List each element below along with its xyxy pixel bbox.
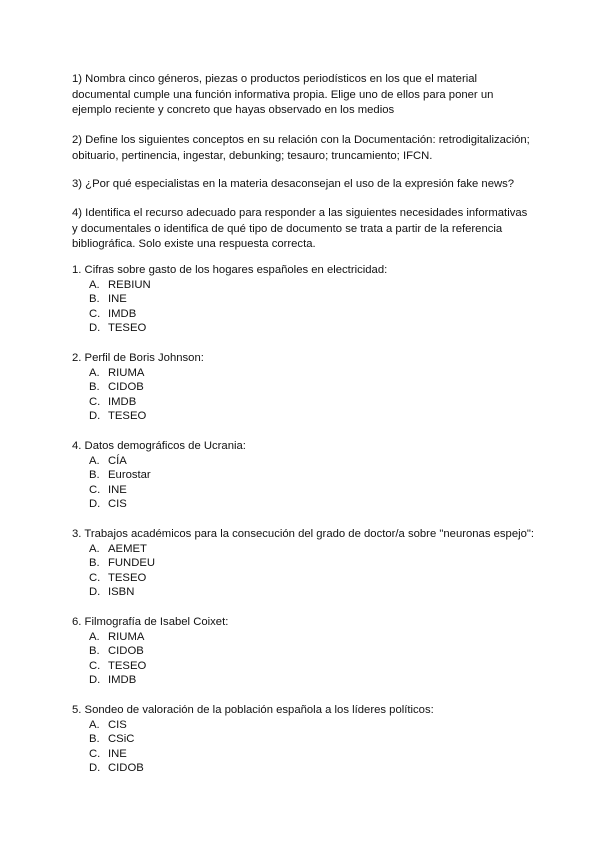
option xyxy=(72,747,542,762)
option-text: RIUMA xyxy=(108,366,145,379)
option-letter: D. xyxy=(89,674,101,687)
option-letter: C. xyxy=(89,747,101,760)
item-title: 3. Trabajos académicos para la consecución del grado de doctor/a sobre "neuronas espejo": xyxy=(72,528,535,540)
question-2: 2) Define los siguientes conceptos en su relación con la Documentación: retrodigitalización; obituario, pertinencia, ingestar, debunking; tesauro; truncamiento; IFCN. xyxy=(72,134,530,162)
option-letter: C. xyxy=(89,395,101,408)
options-list xyxy=(72,366,542,424)
test-item-3 xyxy=(72,439,542,512)
option-text: TESEO xyxy=(108,571,147,584)
option xyxy=(72,483,542,498)
test-item-4 xyxy=(72,527,542,600)
test-item-1 xyxy=(72,263,542,336)
option-text: CSiC xyxy=(108,733,135,746)
option-letter: B. xyxy=(89,469,100,482)
option-letter: D. xyxy=(89,586,101,599)
option-text: TESEO xyxy=(108,410,147,423)
option-letter: D. xyxy=(89,498,101,511)
option xyxy=(72,321,542,336)
option-text: IMDB xyxy=(108,674,137,687)
option-text: FUNDEU xyxy=(108,557,156,570)
option-letter: D. xyxy=(89,410,101,423)
option-letter: C. xyxy=(89,659,101,672)
question-1: 1) Nombra cinco géneros, piezas o productos periodísticos en los que el material documental cumple una función informativa propia. Elige uno de ellos para poner un ejemplo reciente y concreto que hayas observado en los medios xyxy=(72,73,494,116)
option xyxy=(72,278,542,293)
item-title: 5. Sondeo de valoración de la población española a los líderes políticos: xyxy=(72,704,434,716)
test-item-2 xyxy=(72,351,542,424)
option xyxy=(72,542,542,557)
option-letter: B. xyxy=(89,645,100,658)
item-title: 2. Perfil de Boris Johnson: xyxy=(72,352,204,364)
option xyxy=(72,468,542,483)
option xyxy=(72,454,542,469)
option-letter: A. xyxy=(89,630,100,643)
option-letter: C. xyxy=(89,307,101,320)
option-letter: B. xyxy=(89,733,100,746)
option-text: CIDOB xyxy=(108,645,144,658)
option xyxy=(72,585,542,600)
option-letter: B. xyxy=(89,381,100,394)
option xyxy=(72,366,542,381)
option-text: IMDB xyxy=(108,307,137,320)
option xyxy=(72,292,542,307)
option-text: TESEO xyxy=(108,322,147,335)
option-letter: C. xyxy=(89,571,101,584)
option xyxy=(72,673,542,688)
options-list xyxy=(72,630,542,688)
option xyxy=(72,630,542,645)
option-letter: C. xyxy=(89,483,101,496)
option xyxy=(72,380,542,395)
option-letter: A. xyxy=(89,278,100,291)
test-item-6 xyxy=(72,703,542,776)
item-title: 6. Filmografía de Isabel Coixet: xyxy=(72,616,229,628)
option xyxy=(72,761,542,776)
option-letter: B. xyxy=(89,293,100,306)
option-text: RIUMA xyxy=(108,630,145,643)
option-letter: D. xyxy=(89,322,101,335)
test-item-5 xyxy=(72,615,542,688)
option-text: INE xyxy=(108,483,127,496)
option-text: Eurostar xyxy=(108,469,151,482)
options-list xyxy=(72,542,542,600)
options-list xyxy=(72,278,542,336)
option-letter: D. xyxy=(89,762,101,775)
option-text: TESEO xyxy=(108,659,147,672)
item-title: 4. Datos demográficos de Ucrania: xyxy=(72,440,246,452)
option-text: CIS xyxy=(108,498,127,511)
option xyxy=(72,556,542,571)
question-3: 3) ¿Por qué especialistas en la materia desaconsejan el uso de la expresión fake news? xyxy=(72,178,515,190)
option-text: IMDB xyxy=(108,395,137,408)
option-text: AEMET xyxy=(108,542,147,555)
option-letter: A. xyxy=(89,366,100,379)
option-text: INE xyxy=(108,293,127,306)
option-letter: A. xyxy=(89,454,100,467)
options-list xyxy=(72,718,542,776)
option-text: ISBN xyxy=(108,586,135,599)
option xyxy=(72,732,542,747)
option xyxy=(72,644,542,659)
option xyxy=(72,395,542,410)
option xyxy=(72,718,542,733)
option-letter: B. xyxy=(89,557,100,570)
options-list xyxy=(72,454,542,512)
option xyxy=(72,571,542,586)
option-text: CIDOB xyxy=(108,381,144,394)
item-title: 1. Cifras sobre gasto de los hogares españoles en electricidad: xyxy=(72,264,388,276)
option xyxy=(72,409,542,424)
option-letter: A. xyxy=(89,718,100,731)
option xyxy=(72,307,542,322)
option-text: CIS xyxy=(108,718,127,731)
option-text: CÍA xyxy=(108,454,127,467)
option-text: CIDOB xyxy=(108,762,144,775)
option xyxy=(72,659,542,674)
option-letter: A. xyxy=(89,542,100,555)
option xyxy=(72,497,542,512)
question-4: 4) Identifica el recurso adecuado para responder a las siguientes necesidades informativas y documentales o identifica de qué tipo de documento se trata a partir de la referencia bibliográfica. Solo existe una respuesta correcta. xyxy=(72,207,528,250)
option-text: INE xyxy=(108,747,127,760)
option-text: REBIUN xyxy=(108,278,151,291)
